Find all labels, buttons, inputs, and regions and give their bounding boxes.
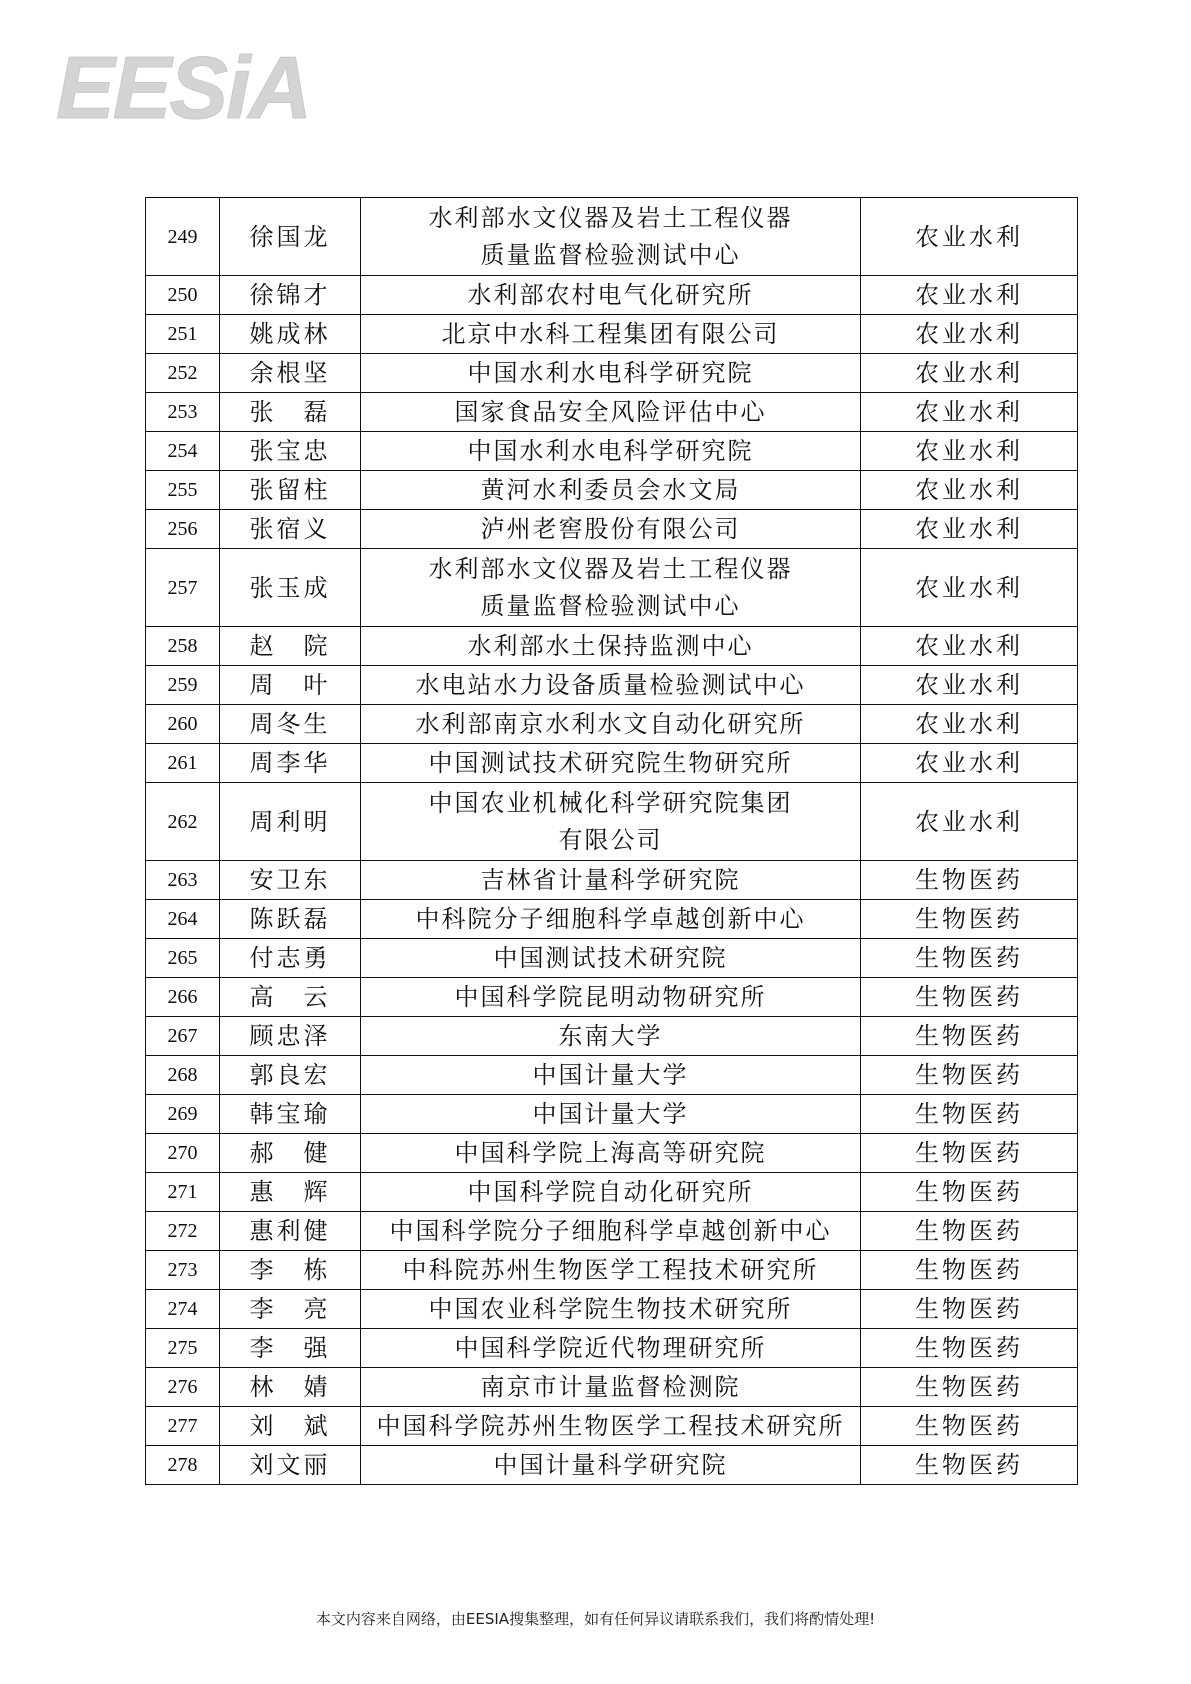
field-category: 农业水利 [861, 744, 1078, 783]
organization [361, 1368, 861, 1407]
organization [361, 510, 861, 549]
organization [361, 471, 861, 510]
organization-line: 中国科学院分子细胞科学卓越创新中心 [389, 1216, 832, 1245]
field-category: 农业水利 [861, 627, 1078, 666]
person-name: 李 强 [220, 1329, 361, 1368]
organization [361, 666, 861, 705]
organization [361, 1095, 861, 1134]
organization-line: 国家食品安全风险评估中心 [454, 397, 767, 426]
field-category: 农业水利 [861, 354, 1078, 393]
field-category: 农业水利 [861, 549, 1078, 627]
organization-line: 质量监督检验测试中心 [480, 240, 741, 269]
row-number: 258 [146, 627, 220, 666]
field-category: 生物医药 [861, 1290, 1078, 1329]
table-row [146, 939, 1078, 978]
row-number: 265 [146, 939, 220, 978]
table-row [146, 744, 1078, 783]
field-category: 生物医药 [861, 1017, 1078, 1056]
field-category: 生物医药 [861, 1095, 1078, 1134]
footer-disclaimer: 本文内容来自网络，由EESIA搜集整理，如有任何异议请联系我们，我们将酌情处理! [315, 1610, 876, 1628]
row-number: 272 [146, 1212, 220, 1251]
organization-line: 中国农业机械化科学研究院集团 [428, 788, 793, 817]
table-body [146, 198, 1078, 1485]
organization-line: 水利部水土保持监测中心 [467, 631, 754, 660]
field-category: 农业水利 [861, 510, 1078, 549]
row-number: 270 [146, 1134, 220, 1173]
row-number: 254 [146, 432, 220, 471]
person-name: 郭良宏 [220, 1056, 361, 1095]
person-name: 徐国龙 [220, 198, 361, 276]
organization [361, 354, 861, 393]
organization-line: 北京中水科工程集团有限公司 [441, 319, 780, 348]
field-category: 生物医药 [861, 900, 1078, 939]
organization-line: 中国测试技术研究院生物研究所 [428, 748, 793, 777]
row-number: 267 [146, 1017, 220, 1056]
field-category: 生物医药 [861, 1173, 1078, 1212]
organization-line: 中科院分子细胞科学卓越创新中心 [415, 904, 806, 933]
person-name: 刘文丽 [220, 1446, 361, 1485]
row-number: 266 [146, 978, 220, 1017]
organization [361, 939, 861, 978]
person-name: 刘 斌 [220, 1407, 361, 1446]
organization [361, 549, 861, 627]
organization [361, 627, 861, 666]
row-number: 253 [146, 393, 220, 432]
field-category: 生物医药 [861, 1134, 1078, 1173]
person-name: 李 栋 [220, 1251, 361, 1290]
row-number: 264 [146, 900, 220, 939]
person-name: 付志勇 [220, 939, 361, 978]
row-number: 269 [146, 1095, 220, 1134]
person-name: 张宿义 [220, 510, 361, 549]
field-category: 生物医药 [861, 939, 1078, 978]
organization-line: 质量监督检验测试中心 [480, 591, 741, 620]
field-category: 农业水利 [861, 198, 1078, 276]
field-category: 农业水利 [861, 393, 1078, 432]
person-name: 陈跃磊 [220, 900, 361, 939]
field-category: 农业水利 [861, 432, 1078, 471]
field-category: 生物医药 [861, 1212, 1078, 1251]
organization [361, 744, 861, 783]
person-name: 韩宝瑜 [220, 1095, 361, 1134]
organization-line: 有限公司 [558, 825, 663, 854]
field-category: 农业水利 [861, 471, 1078, 510]
row-number: 271 [146, 1173, 220, 1212]
field-category: 农业水利 [861, 666, 1078, 705]
organization-line: 中国水利水电科学研究院 [467, 436, 754, 465]
person-name: 高 云 [220, 978, 361, 1017]
field-category: 生物医药 [861, 1329, 1078, 1368]
organization [361, 432, 861, 471]
table-row [146, 627, 1078, 666]
table-row [146, 978, 1078, 1017]
organization-line: 中国水利水电科学研究院 [467, 358, 754, 387]
table-row [146, 1134, 1078, 1173]
row-number: 278 [146, 1446, 220, 1485]
table-row [146, 276, 1078, 315]
organization-line: 水电站水力设备质量检验测试中心 [415, 670, 806, 699]
organization-line: 水利部农村电气化研究所 [467, 280, 754, 309]
person-name: 惠利健 [220, 1212, 361, 1251]
table-row [146, 861, 1078, 900]
person-name: 赵 院 [220, 627, 361, 666]
person-name: 张留柱 [220, 471, 361, 510]
field-category: 农业水利 [861, 315, 1078, 354]
organization-line: 泸州老窖股份有限公司 [480, 514, 741, 543]
person-name: 林 婧 [220, 1368, 361, 1407]
row-number: 275 [146, 1329, 220, 1368]
field-category: 生物医药 [861, 978, 1078, 1017]
table-row [146, 900, 1078, 939]
organization [361, 1017, 861, 1056]
expert-list-table [145, 197, 1078, 1485]
person-name: 郝 健 [220, 1134, 361, 1173]
organization-line: 中国科学院自动化研究所 [467, 1177, 754, 1206]
person-name: 张宝忠 [220, 432, 361, 471]
organization [361, 978, 861, 1017]
person-name: 惠 辉 [220, 1173, 361, 1212]
organization [361, 705, 861, 744]
organization [361, 315, 861, 354]
row-number: 261 [146, 744, 220, 783]
row-number: 276 [146, 1368, 220, 1407]
table-row [146, 666, 1078, 705]
row-number: 273 [146, 1251, 220, 1290]
table-row [146, 705, 1078, 744]
row-number: 260 [146, 705, 220, 744]
table-row [146, 315, 1078, 354]
table-row [146, 1446, 1078, 1485]
field-category: 农业水利 [861, 276, 1078, 315]
row-number: 257 [146, 549, 220, 627]
row-number: 252 [146, 354, 220, 393]
organization [361, 783, 861, 861]
organization-line: 中国测试技术研究院 [493, 943, 728, 972]
organization-line: 中国科学院近代物理研究所 [454, 1333, 767, 1362]
field-category: 生物医药 [861, 1368, 1078, 1407]
person-name: 周 叶 [220, 666, 361, 705]
table-row [146, 1212, 1078, 1251]
organization [361, 861, 861, 900]
field-category: 生物医药 [861, 1407, 1078, 1446]
table-row [146, 783, 1078, 861]
organization-line: 南京市计量监督检测院 [480, 1372, 741, 1401]
table-row [146, 1095, 1078, 1134]
table-row [146, 432, 1078, 471]
person-name: 周利明 [220, 783, 361, 861]
table-row [146, 1251, 1078, 1290]
person-name: 李 亮 [220, 1290, 361, 1329]
organization-line: 中国科学院苏州生物医学工程技术研究所 [376, 1411, 845, 1440]
organization [361, 198, 861, 276]
organization-line: 中国科学院昆明动物研究所 [454, 982, 767, 1011]
field-category: 生物医药 [861, 1056, 1078, 1095]
person-name: 张玉成 [220, 549, 361, 627]
table-row [146, 354, 1078, 393]
organization [361, 1251, 861, 1290]
organization [361, 1173, 861, 1212]
organization-line: 中国计量科学研究院 [493, 1450, 728, 1479]
organization [361, 1407, 861, 1446]
organization-line: 黄河水利委员会水文局 [480, 475, 741, 504]
row-number: 268 [146, 1056, 220, 1095]
table-row [146, 393, 1078, 432]
table-row [146, 471, 1078, 510]
organization-line: 东南大学 [558, 1021, 663, 1050]
organization-line: 吉林省计量科学研究院 [480, 865, 741, 894]
table-row [146, 549, 1078, 627]
row-number: 255 [146, 471, 220, 510]
row-number: 250 [146, 276, 220, 315]
row-number: 251 [146, 315, 220, 354]
table-row [146, 1017, 1078, 1056]
organization [361, 1134, 861, 1173]
row-number: 249 [146, 198, 220, 276]
organization [361, 900, 861, 939]
eesia-logo: EESiA [56, 38, 311, 137]
organization [361, 1056, 861, 1095]
field-category: 农业水利 [861, 783, 1078, 861]
row-number: 262 [146, 783, 220, 861]
table-row [146, 1407, 1078, 1446]
organization [361, 1212, 861, 1251]
organization-line: 水利部水文仪器及岩土工程仪器 [428, 554, 793, 583]
organization-line: 中国科学院上海高等研究院 [454, 1138, 767, 1167]
organization-line: 中国农业科学院生物技术研究所 [428, 1294, 793, 1323]
person-name: 姚成林 [220, 315, 361, 354]
person-name: 周李华 [220, 744, 361, 783]
row-number: 274 [146, 1290, 220, 1329]
table-row [146, 1368, 1078, 1407]
organization-line: 水利部南京水利水文自动化研究所 [415, 709, 806, 738]
table-row [146, 510, 1078, 549]
person-name: 顾忠泽 [220, 1017, 361, 1056]
table-row [146, 1173, 1078, 1212]
row-number: 263 [146, 861, 220, 900]
person-name: 周冬生 [220, 705, 361, 744]
field-category: 生物医药 [861, 861, 1078, 900]
organization [361, 1446, 861, 1485]
person-name: 张 磊 [220, 393, 361, 432]
organization [361, 1290, 861, 1329]
organization-line: 中科院苏州生物医学工程技术研究所 [402, 1255, 819, 1284]
table-row [146, 1329, 1078, 1368]
row-number: 277 [146, 1407, 220, 1446]
organization-line: 水利部水文仪器及岩土工程仪器 [428, 203, 793, 232]
person-name: 安卫东 [220, 861, 361, 900]
field-category: 农业水利 [861, 705, 1078, 744]
organization [361, 393, 861, 432]
row-number: 259 [146, 666, 220, 705]
table-row [146, 1056, 1078, 1095]
person-name: 余根坚 [220, 354, 361, 393]
table-row [146, 1290, 1078, 1329]
field-category: 生物医药 [861, 1251, 1078, 1290]
table-row [146, 198, 1078, 276]
organization [361, 1329, 861, 1368]
organization-line: 中国计量大学 [532, 1099, 689, 1128]
row-number: 256 [146, 510, 220, 549]
organization [361, 276, 861, 315]
field-category: 生物医药 [861, 1446, 1078, 1485]
organization-line: 中国计量大学 [532, 1060, 689, 1089]
person-name: 徐锦才 [220, 276, 361, 315]
